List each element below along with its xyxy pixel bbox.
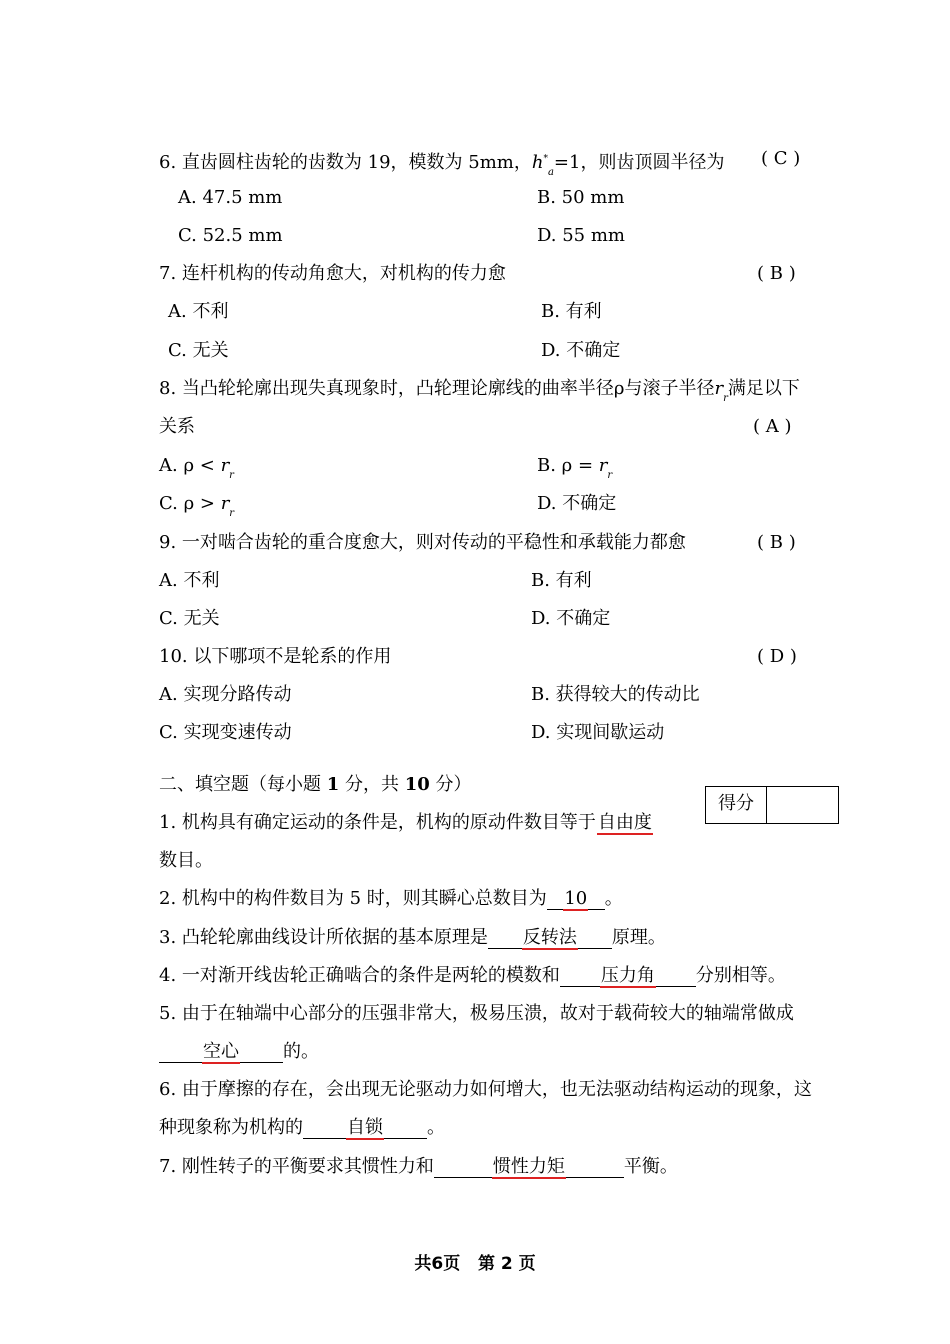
q6-stem-text: 6. 直齿圆柱齿轮的齿数为 19，模数为 5mm，	[159, 152, 532, 173]
q10-option-a: A. 实现分路传动	[159, 684, 292, 705]
fill-3-blank[interactable]	[488, 928, 612, 949]
q9-option-d: D. 不确定	[531, 608, 611, 629]
fill-3	[159, 927, 666, 949]
fill-2-answer: 10	[564, 888, 588, 909]
fill-7-text: 7. 刚性转子的平衡要求其惯性力和	[159, 1156, 434, 1177]
q9-option-a: A. 不利	[159, 570, 220, 591]
question-6-stem: 6. 直齿圆柱齿轮的齿数为 19，模数为 5mm，$h^*_a=1$，则齿顶圆半径为	[159, 152, 725, 178]
q8-option-a-text: A. ρ <	[159, 455, 221, 476]
question-8-answer: ( A )	[753, 416, 792, 437]
q8-a-symbol-sub: r	[229, 470, 234, 481]
q8-stem-text: 8. 当凸轮轮廓出现失真现象时，凸轮理论廓线的曲率半径ρ与滚子半径	[159, 378, 715, 399]
fill-5-post: 的。	[283, 1041, 319, 1062]
fill-5-answer: 空心	[203, 1041, 239, 1062]
fill-1	[159, 812, 654, 834]
q10-option-d: D. 实现间歇运动	[531, 722, 665, 743]
q8-option-a	[159, 455, 234, 480]
q10-option-b: B. 获得较大的传动比	[531, 684, 700, 705]
question-8-stem-line2: 关系	[159, 416, 195, 437]
fill-6-answer: 自锁	[347, 1117, 383, 1138]
fill-4-blank[interactable]	[560, 966, 696, 987]
q6-stem-tail: =1，则齿顶圆半径为	[553, 152, 725, 173]
question-6-answer: ( C )	[761, 148, 801, 169]
q8-stem-tail: 满足以下	[727, 378, 800, 399]
section-2-title-e: 分）	[429, 774, 472, 795]
question-7-answer: ( B )	[757, 263, 796, 284]
fill-2-text: 2. 机构中的构件数目为 5 时，则其瞬心总数目为	[159, 888, 547, 909]
q6-option-b: B. 50 mm	[537, 187, 625, 208]
fill-6-post: 。	[427, 1117, 445, 1138]
q8-a-symbol: r	[220, 455, 230, 476]
question-10-stem: 10. 以下哪项不是轮系的作用	[159, 646, 392, 667]
q7-option-d: D. 不确定	[541, 340, 621, 361]
section-2-title-c: 分，共	[339, 774, 405, 795]
q6-option-d: D. 55 mm	[537, 225, 625, 246]
q8-option-b-text: B. ρ =	[537, 455, 599, 476]
fill-6: 6. 由于摩擦的存在，会出现无论驱动力如何增大，也无法驱动结构运动的现象，这	[159, 1079, 812, 1100]
fill-7	[159, 1156, 678, 1178]
q7-option-b: B. 有利	[541, 301, 602, 322]
fill-3-answer: 反转法	[522, 927, 577, 948]
fill-1-line2: 数目。	[159, 850, 213, 871]
fill-2-blank[interactable]	[547, 889, 605, 910]
q8-b-symbol-sub: r	[607, 470, 613, 481]
section-2-title-b: 1	[326, 774, 340, 795]
fill-2	[159, 888, 623, 910]
question-8-stem	[159, 378, 800, 403]
fill-5-blank[interactable]	[159, 1042, 283, 1063]
q7-option-c: C. 无关	[168, 340, 229, 361]
q8-option-b	[537, 455, 612, 480]
fill-7-post: 平衡。	[623, 1156, 678, 1177]
footer-total-pages: 共6页	[414, 1254, 461, 1274]
q6-option-a: A. 47.5 mm	[178, 187, 283, 208]
fill-1-answer: 自由度	[597, 812, 652, 833]
q8-b-symbol: r	[598, 455, 608, 476]
question-7-stem: 7. 连杆机构的传动角愈大，对机构的传力愈	[159, 263, 506, 284]
fill-4-answer: 压力角	[600, 965, 655, 986]
fill-7-blank[interactable]	[434, 1157, 624, 1178]
q8-option-d: D. 不确定	[537, 493, 617, 514]
fill-4-post: 分别相等。	[695, 965, 786, 986]
fill-5-line2	[159, 1041, 319, 1063]
q8-c-symbol-sub: r	[229, 508, 235, 519]
fill-3-post: 原理。	[611, 927, 666, 948]
fill-6-blank[interactable]	[303, 1118, 427, 1139]
section-2-title	[159, 774, 472, 796]
section-2-title-d: 10	[404, 774, 430, 795]
q9-option-c: C. 无关	[159, 608, 220, 629]
fill-5: 5. 由于在轴端中心部分的压强非常大，极易压溃，故对于载荷较大的轴端常做成	[159, 1003, 794, 1024]
q6-option-c: C. 52.5 mm	[178, 225, 283, 246]
q6-symbol-sub: a	[547, 167, 554, 178]
q8-option-c	[159, 493, 234, 518]
q10-option-c: C. 实现变速传动	[159, 722, 292, 743]
q8-option-c-text: C. ρ >	[159, 493, 221, 514]
fill-4	[159, 965, 786, 987]
question-9-stem: 9. 一对啮合齿轮的重合度愈大，则对传动的平稳性和承载能力都愈	[159, 532, 686, 553]
fill-7-answer: 惯性力矩	[492, 1156, 565, 1177]
fill-2-post: 。	[604, 888, 623, 909]
q8-symbol-sub: r	[723, 393, 728, 404]
q7-option-a: A. 不利	[168, 301, 229, 322]
score-label: 得分	[706, 787, 767, 823]
fill-4-text: 4. 一对渐开线齿轮正确啮合的条件是两轮的模数和	[159, 965, 560, 986]
score-value-cell[interactable]	[767, 787, 838, 823]
q8-symbol: r	[714, 378, 724, 399]
section-2-title-a: 二、填空题（每小题	[159, 774, 327, 795]
footer-page-number: 第 2 页	[477, 1254, 536, 1274]
q6-symbol: h	[531, 152, 544, 173]
question-10-answer: ( D )	[757, 646, 797, 667]
q9-option-b: B. 有利	[531, 570, 592, 591]
fill-3-text: 3. 凸轮轮廓曲线设计所依据的基本原理是	[159, 927, 488, 948]
page-footer	[0, 1249, 950, 1274]
question-9-answer: ( B )	[757, 532, 796, 553]
fill-6-line2	[159, 1117, 445, 1139]
fill-1-blank[interactable]	[596, 813, 654, 833]
q8-c-symbol: r	[220, 493, 230, 514]
fill-6-text2: 种现象称为机构的	[159, 1117, 303, 1138]
score-box	[705, 786, 839, 824]
fill-1-text: 1. 机构具有确定运动的条件是，机构的原动件数目等于	[159, 812, 596, 833]
